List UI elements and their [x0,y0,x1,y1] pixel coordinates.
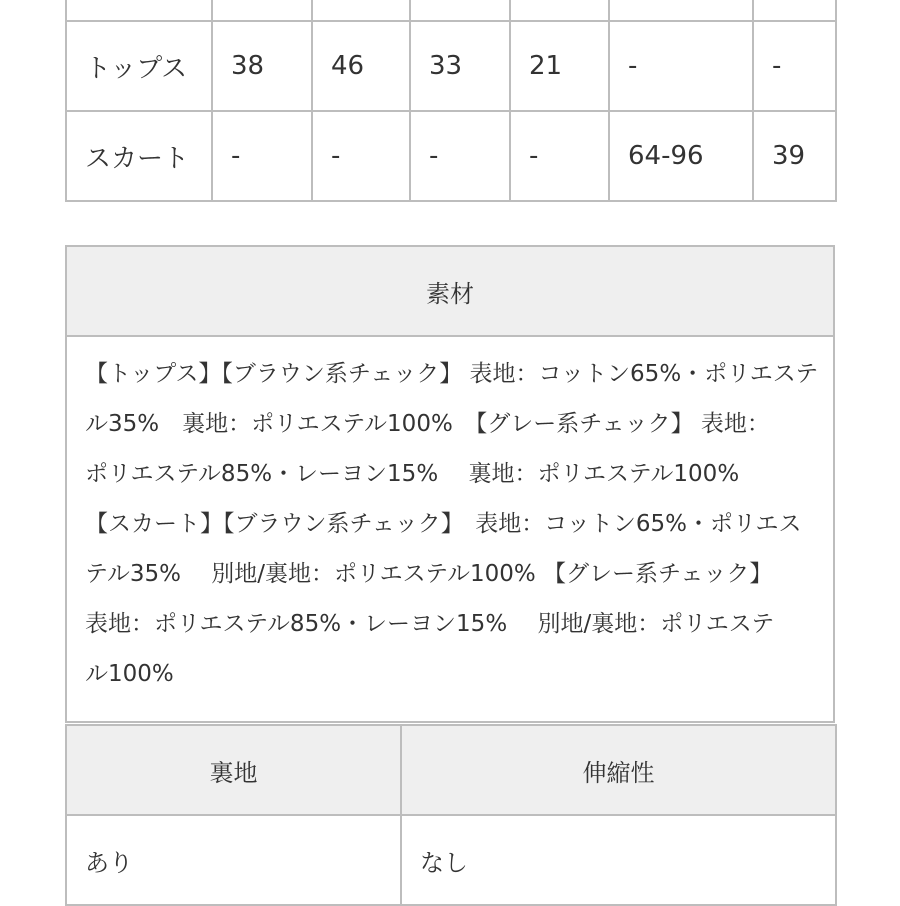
row-label-tops: トップス [66,21,212,111]
material-line: ル100% [85,661,174,687]
table-cell: - [410,111,510,201]
table-cell: - [312,111,410,201]
table-cell [609,0,753,21]
material-header: 素材 [66,246,834,336]
material-line: 表地：ポリエステル85%・レーヨン15% 別地/裏地：ポリエステ [85,611,775,637]
table-cell: 33 [410,21,510,111]
material-line: 【トップス】【ブラウン系チェック】 表地：コットン65%・ポリエステ [85,361,819,387]
table-cell [410,0,510,21]
material-line: ポリエステル85%・レーヨン15% 裏地：ポリエステル100% [85,461,740,487]
stretch-header: 伸縮性 [401,725,836,815]
table-cell: 21 [510,21,609,111]
table-cell: 46 [312,21,410,111]
table-cell: - [753,21,836,111]
material-line: テル35% 別地/裏地：ポリエステル100% 【グレー系チェック】 [85,561,773,587]
table-cell [753,0,836,21]
table-row-skirt [66,111,836,201]
table-cell [510,0,609,21]
row-label-skirt: スカート [66,111,212,201]
material-line: 【スカート】【ブラウン系チェック】 表地：コットン65%・ポリエス [85,511,802,537]
table-row [66,0,836,21]
table-cell: 39 [753,111,836,201]
lining-header: 裏地 [66,725,401,815]
row-label [66,0,212,21]
table-cell: - [609,21,753,111]
stretch-value: なし [401,815,836,905]
table-cell [212,0,312,21]
properties-table [65,724,837,906]
size-table [65,0,837,202]
material-table [65,245,835,723]
material-line: ル35% 裏地：ポリエステル100% 【グレー系チェック】 表地： [85,411,770,437]
table-cell: - [510,111,609,201]
table-cell: 38 [212,21,312,111]
table-cell: - [212,111,312,201]
material-description [66,336,834,722]
table-cell: 64-96 [609,111,753,201]
lining-value: あり [66,815,401,905]
table-cell [312,0,410,21]
table-row-tops [66,21,836,111]
